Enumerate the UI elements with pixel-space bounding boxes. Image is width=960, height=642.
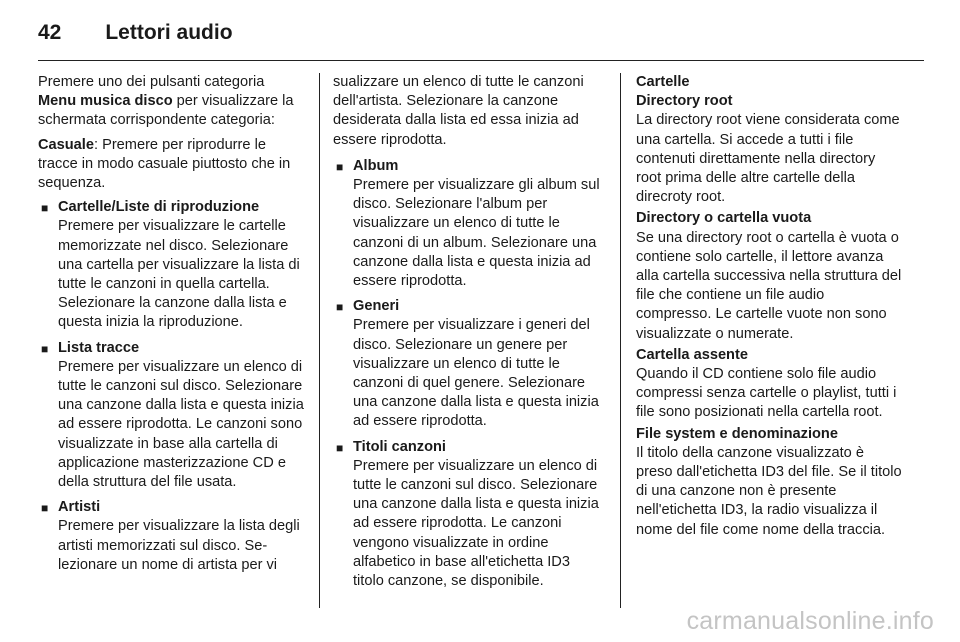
- section-title: Cartelle: [636, 74, 690, 90]
- list-item-artisti: [38, 498, 304, 575]
- menu-musica-disco-label: Menu musica disco: [38, 93, 173, 110]
- bullet-icon: ■: [336, 440, 344, 455]
- section-text: Il titolo della canzone visualizzato è preso dall'etichetta ID3 del file. Se il titolo di una canzone non è presente nell'etichetta ID3, la radio visualizza il nome del file come nome della traccia.: [636, 444, 902, 538]
- column-divider-2: [620, 73, 621, 608]
- list-item-heading: Album: [353, 157, 399, 174]
- casuale-paragraph: Casuale: Premere per riprodurre le tracce in modo casuale piuttosto che in sequenza.: [38, 136, 291, 192]
- bullet-icon: ■: [41, 201, 49, 216]
- list-item-heading: Artisti: [58, 499, 101, 516]
- chapter-title: Lettori audio: [105, 21, 233, 44]
- continuation-paragraph: sualizzare un elenco di tutte le canzoni dell'artista. Selezionare la canzone desiderata dalla lista ed essa inizia ad essere riprodotta.: [333, 74, 584, 148]
- list-item-lista-tracce: [38, 339, 304, 493]
- list-item-text: Premere per visualizzare le cartelle memorizzate nel disco. Selezionare una cartella per visualizzare la lista di tutte le canzoni in quella cartella. Selezionare la canzone dalla lista e questa inizia la riproduzione.: [58, 218, 300, 331]
- section-heading: Directory root: [636, 93, 733, 110]
- bullet-icon: ■: [41, 501, 49, 516]
- bullet-icon: ■: [336, 159, 344, 174]
- intro-paragraph: Premere uno dei pulsanti categoria Menu musica disco per visualizzare la schermata corrispondente categoria:: [38, 74, 294, 129]
- column-1: [38, 73, 304, 581]
- section-text: Se una directory root o cartella è vuota o contiene solo cartelle, il lettore avanza alla cartella successiva nella struttura del file che contiene un file audio compresso. Le cartelle vuote non sono visualizzate o numerate.: [636, 229, 902, 342]
- section-text: Quando il CD contiene solo file audio compressi senza cartelle o playlist, tutti i file sono posizionati nella cartella root.: [636, 366, 897, 421]
- section-heading: Directory o cartella vuota: [636, 210, 812, 227]
- bullet-icon: ■: [336, 300, 344, 315]
- list-item-titoli-canzoni: [333, 438, 603, 592]
- casuale-label: Casuale: [38, 136, 94, 153]
- bullet-icon: ■: [41, 341, 49, 356]
- list-item-heading: Cartelle/Liste di riproduzione: [58, 199, 260, 216]
- section-heading: Cartella assente: [636, 346, 748, 363]
- list-item-text: Premere per visualizzare un elenco di tutte le canzoni sul disco. Selezionare una canzone dalla lista e questa inizia ad essere riprodotta. Le canzoni vengono visualizzate in ordine alfabetico in base all'etichetta ID3 titolo canzone, se disponibile.: [353, 457, 599, 590]
- list-item-text: Premere per visualizzare un elenco di tutte le canzoni sul disco. Selezionare una canzone dalla lista e questa inizia ad essere riprodotta. Le canzoni sono visualizzate in base alla cartella di applicazione masterizzazione CD e della struttura del file usata.: [58, 358, 304, 491]
- list-item-heading: Generi: [353, 298, 400, 315]
- list-item-generi: [333, 297, 603, 431]
- list-item-text: Premere per visualizzare gli album sul disco. Selezionare l'album per visualizzare un elenco di tutte le canzoni di un album. Selezionare una canzone dalla lista e questa inizia ad essere riprodotta.: [353, 177, 600, 290]
- header-rule: [38, 60, 924, 61]
- section-cartella-assente: [636, 346, 902, 423]
- section-heading: File system e denominazione: [636, 425, 838, 442]
- list-item-text: Premere per visualizzare la lista degli artisti memorizzati sul disco. Selezionare un nome di artista per vi: [58, 518, 300, 573]
- list-item-cartelle: [38, 198, 304, 332]
- list-item-text: Premere per visualizzare i generi del disco. Selezionare un genere per visualizzare un elenco di tutte le canzoni di quel genere. Selezionare una canzone dalla lista e questa inizia ad essere riprodotta.: [353, 317, 599, 430]
- column-2: [333, 73, 603, 597]
- section-text: La directory root viene considerata come una cartella. Si accede a tutti i file contenuti direttamente nella directory root prima delle altre cartelle della direcroty root.: [636, 112, 900, 206]
- section-directory-vuota: [636, 209, 902, 343]
- watermark-text: carmanualsonline.info: [686, 607, 934, 635]
- section-file-system: [636, 425, 902, 540]
- list-item-heading: Titoli canzoni: [353, 438, 446, 455]
- list-item-album: [333, 157, 603, 291]
- list-item-heading: Lista tracce: [58, 339, 140, 356]
- column-divider-1: [319, 73, 320, 608]
- page-header: [38, 18, 233, 48]
- section-directory-root: [636, 92, 902, 207]
- page-number: 42: [38, 21, 62, 44]
- column-3: [636, 73, 902, 542]
